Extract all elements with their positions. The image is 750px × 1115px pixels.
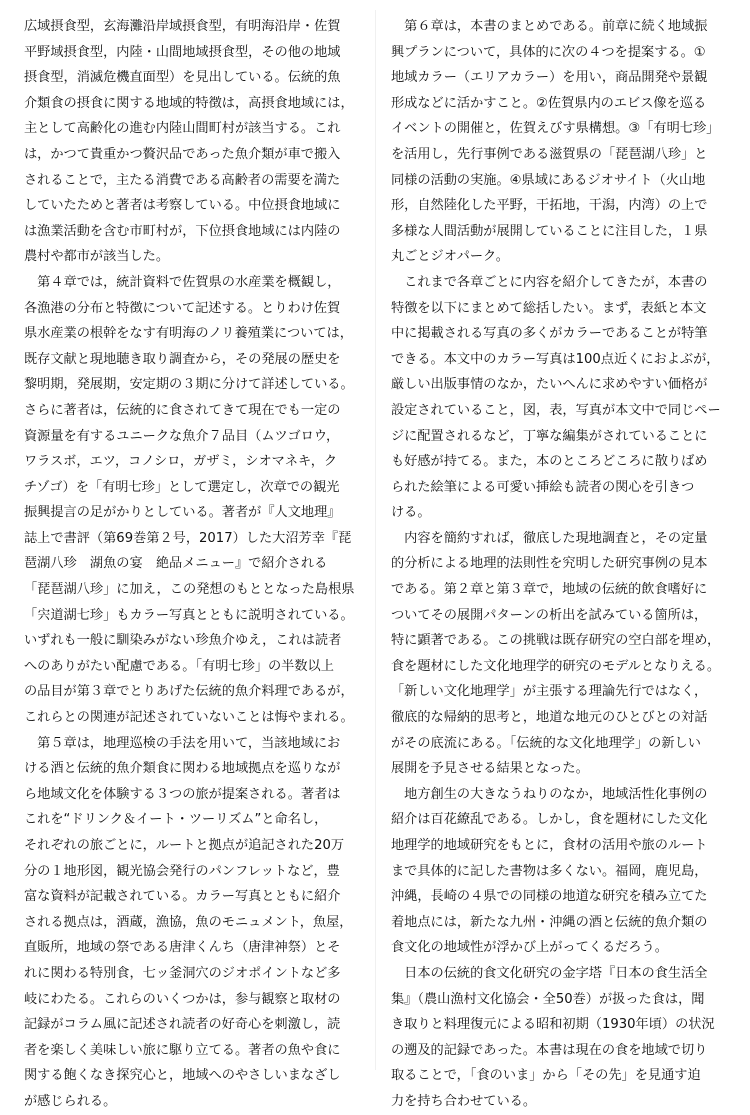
text-line: 各漁港の分布と特徴について記述する。とりわけ佐賀 (24, 300, 341, 316)
text-line: 展開を予見させる結果となった。 (391, 761, 589, 777)
text-line: られた絵筆による可愛い挿絵も読者の関心を引きつ (391, 479, 695, 495)
text-line: 第４章では，統計資料で佐賀県の水産業を概観し， (24, 274, 341, 290)
text-line: の品目が第３章でとりあげた伝統的魚介料理であるが， (24, 684, 354, 700)
text-line: イベントの開催と，佐賀えびす県構想。③「有明七珍」 (391, 121, 720, 137)
text-line: ける酒と伝統的魚介類食に関わる地域拠点を巡りなが (24, 761, 341, 777)
text-line: 集』（農山漁村文化協会・全50巻）が扱った食は，聞 (391, 991, 705, 1007)
text-line: 取ることで，「食のいま」から「その先」を見通す迫 (391, 1068, 701, 1084)
text-line: 沖縄，長崎の４県での同様の地道な研究を積み立てた (391, 889, 708, 905)
text-line: 記録がコラム風に記述され読者の好奇心を刺激し，読 (24, 1017, 341, 1033)
text-line: 厳しい出版事情のなか，たいへんに求めやすい価格が (391, 377, 708, 393)
text-line: 形成などに活かすこと。②佐賀県内のエビス像を巡る (391, 95, 707, 111)
text-line: 「宍道湖七珍」もカラー写真とともに説明されている。 (24, 607, 354, 623)
text-line: 食を題材にした文化地理学的研究のモデルとなりえる。 (391, 658, 721, 674)
text-line: 者を楽しく美味しい旅に駆り立てる。著者の魚や食に (24, 1042, 341, 1058)
text-line: 平野域摂食型，内陸・山間地域摂食型，その他の地域 (24, 44, 341, 60)
text-line: 特に顕著である。この挑戦は既存研究の空白部を埋め， (391, 633, 721, 649)
text-line: がその底流にある。「伝統的な文化地理学」の新しい (391, 735, 701, 751)
text-line: 県水産業の根幹をなす有明海のノリ養殖業については， (24, 326, 353, 342)
text-line: それぞれの旅ごとに，ルートと拠点が追記された20万 (24, 838, 345, 853)
text-line: 地域カラー（エリアカラー）を用い，商品開発や景観 (391, 70, 708, 86)
text-line: 広域摂食型，玄海灘沿岸域摂食型，有明海沿岸・佐賀 (24, 19, 341, 34)
text-line: 主として高齢化の進む内陸山間町村が該当する。これ (24, 121, 341, 137)
text-line: 的分析による地理的法則性を究明した研究事例の見本 (391, 556, 708, 572)
text-line: 徹底的な帰納的思考と，地道な地元のひとびとの対話 (391, 710, 708, 726)
text-column-right (391, 14, 729, 1115)
text-line: 丸ごとジオパーク。 (391, 249, 509, 265)
text-line: 中に掲載される写真の多くがカラーであることが特筆 (391, 326, 708, 342)
text-line: 第５章は，地理巡検の手法を用いて，当該地域にお (24, 735, 341, 751)
text-line: できる。本文中のカラー写真は100点近くにおよぶが， (391, 351, 720, 367)
text-line: は，かつて貴重かつ贅沢品であった魚介類が車で搬入 (24, 146, 341, 162)
text-line: まで具体的に記した書物は多くない。福岡，鹿児島， (391, 863, 708, 879)
text-line: き取りと料理復元による昭和初期（1930年頃）の状況 (391, 1017, 715, 1033)
text-line: 第６章は，本書のまとめである。前章に続く地域振 (391, 19, 708, 34)
text-line: 誌上で書評（第69巻第２号，2017）した大沼芳幸『琵 (24, 530, 352, 546)
text-line: いずれも一般に馴染みがない珍魚介ゆえ，これは読者 (24, 633, 342, 649)
text-line: の遡及的記録であった。本書は現在の食を地域で切り (391, 1042, 708, 1058)
text-line: 「新しい文化地理学」が主張する理論先行ではなく， (391, 684, 708, 700)
text-line: 「琵琶湖八珍」に加え，この発想のもととなった島根県 (24, 582, 355, 598)
text-line: 地理学的地域研究をもとに，食材の活用や旅のルート (391, 838, 708, 853)
text-line: 既存文献と現地聴き取り調査から，その発展の歴史を (24, 351, 341, 367)
text-line: 紹介は百花繚乱である。しかし，食を題材にした文化 (391, 812, 708, 828)
text-line: れに関わる特別食，七ッ釜洞穴のジオポイントなど多 (24, 965, 341, 981)
text-line: これらとの関連が記述されていないことは悔やまれる。 (24, 710, 354, 726)
text-line: 黎明期，発展期，安定期の３期に分けて詳述している。 (24, 377, 354, 393)
text-line: 力を持ち合わせている。 (391, 1093, 537, 1109)
text-line: 振興提言の足がかりとしている。著者が『人文地理』 (24, 505, 341, 521)
text-line: 日本の伝統的食文化研究の金字塔『日本の食生活全 (391, 965, 708, 981)
text-line: 着地点には，新たな九州・沖縄の酒と伝統的魚介類の (391, 914, 708, 930)
text-column-left (24, 14, 362, 1115)
text-line: していたためと著者は考察している。中位摂食地域に (24, 198, 341, 214)
text-line: ら地域文化を体験する３つの旅が提案される。著者は (24, 786, 341, 802)
text-line: 地方創生の大きなうねりのなか，地域活性化事例の (391, 786, 708, 802)
text-line: 農村や都市が該当した。 (24, 249, 170, 265)
text-line: 富な資料が記載されている。カラー写真とともに紹介 (24, 889, 341, 905)
text-line: 介類食の摂食に関する地域的特徴は，高摂食地域には， (24, 95, 354, 111)
column-gutter (375, 10, 376, 1070)
text-line: 関する飽くなき探究心と，地域へのやさしいまなざし (24, 1068, 341, 1084)
text-line: されることで，主たる消費である高齢者の需要を満た (24, 172, 341, 188)
text-line: 設定されていること，図，表，写真が本文中で同じペー (391, 402, 721, 418)
text-line: される拠点は，酒蔵，漁協，魚のモニュメント，魚屋， (24, 914, 353, 930)
text-line: ジに配置されるなど，丁寧な編集がされていることに (391, 428, 708, 444)
text-line: へのありがたい配慮である。「有明七珍」の半数以上 (24, 658, 334, 674)
text-line: 直販所，地域の祭である唐津くんち（唐津神祭）とそ (24, 940, 341, 956)
text-line: も好感が持てる。また，本のところどころに散りばめ (391, 454, 708, 470)
text-line: これまで各章ごとに内容を紹介してきたが，本書の (391, 274, 708, 290)
text-line: 岐にわたる。これらのいくつかは，参与観察と取材の (24, 991, 341, 1007)
text-line: 内容を簡約すれば，徹底した現地調査と，その定量 (391, 530, 708, 546)
text-line: ワラスボ，エツ，コノシロ，ガザミ，シオマネキ，ク (24, 454, 338, 470)
text-line: 食文化の地域性が浮かび上がってくるだろう。 (391, 940, 668, 956)
text-line: 形，自然陸化した平野，干拓地，干潟，内湾）の上で (391, 198, 708, 214)
text-line: 同様の活動の実施。④県域にあるジオサイト（火山地 (391, 172, 706, 188)
text-line: である。第２章と第３章で，地域の伝統的飲食嗜好に (391, 582, 708, 598)
text-line: 琶湖八珍 湖魚の宴 絶品メニュー』で紹介される (24, 556, 328, 572)
text-line: を活用し，先行事例である滋賀県の「琵琶湖八珍」と (391, 146, 708, 162)
text-line: ける。 (391, 505, 431, 521)
text-line: が感じられる。 (24, 1093, 117, 1109)
text-line: 興プランについて，具体的に次の４つを提案する。① (391, 44, 706, 60)
text-line: 特徴を以下にまとめて総括したい。まず，表紙と本文 (391, 300, 707, 316)
text-line: は漁業活動を含む市町村が，下位摂食地域には内陸の (24, 223, 341, 239)
text-line: 摂食型，消滅危機直面型）を見出している。伝統的魚 (24, 70, 341, 86)
text-line: 多様な人間活動が展開していることに注目した，１県 (391, 223, 708, 239)
text-line: これを“ドリンク＆イート・ツーリズム”と命名し， (24, 812, 328, 828)
text-line: チゾゴ）を「有明七珍」として選定し，次章での観光 (24, 479, 340, 495)
text-line: 分の１地形図，観光協会発行のパンフレットなど，豊 (24, 863, 340, 879)
text-line: さらに著者は，伝統的に食されてきて現在でも一定の (24, 402, 341, 418)
text-line: ついてその展開パターンの析出を試みている箇所は， (391, 607, 708, 623)
text-line: 資源量を有するユニークな魚介７品目（ムツゴロウ， (24, 428, 340, 444)
